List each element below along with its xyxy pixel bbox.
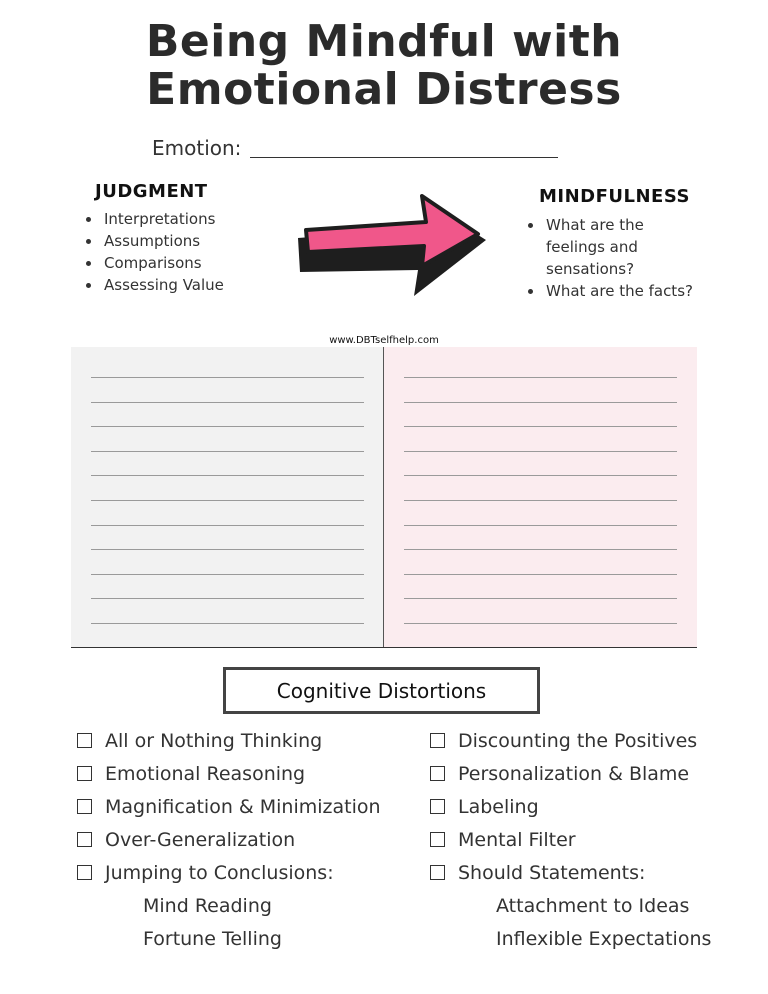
distortion-checkbox-item[interactable] bbox=[430, 729, 697, 753]
writing-line bbox=[91, 525, 364, 526]
title-line-1: Being Mindful with bbox=[145, 16, 623, 67]
writing-line bbox=[91, 598, 364, 599]
website-url: www.DBTselfhelp.com bbox=[329, 335, 439, 346]
checkbox-icon[interactable] bbox=[430, 865, 445, 880]
writing-area-baseline bbox=[71, 647, 697, 648]
distortion-label: Over-Generalization bbox=[105, 829, 296, 851]
right-arrow-icon bbox=[290, 190, 490, 300]
writing-line bbox=[404, 475, 677, 476]
writing-line bbox=[404, 402, 677, 403]
writing-line bbox=[91, 377, 364, 378]
distortion-checkbox-item[interactable] bbox=[77, 828, 295, 852]
judgment-heading: JUDGMENT bbox=[95, 181, 208, 202]
checkbox-icon[interactable] bbox=[430, 733, 445, 748]
distortion-checkbox-item[interactable] bbox=[430, 762, 689, 786]
distortion-label: All or Nothing Thinking bbox=[105, 730, 323, 752]
checkbox-icon[interactable] bbox=[430, 799, 445, 814]
writing-line bbox=[404, 598, 677, 599]
judgment-writing-area[interactable] bbox=[71, 347, 384, 648]
writing-line bbox=[91, 451, 364, 452]
writing-line bbox=[91, 574, 364, 575]
writing-line bbox=[404, 451, 677, 452]
judgment-list bbox=[82, 208, 224, 296]
checkbox-icon[interactable] bbox=[77, 865, 92, 880]
writing-line bbox=[91, 426, 364, 427]
checkbox-icon[interactable] bbox=[77, 733, 92, 748]
distortion-subitem: Mind Reading bbox=[143, 895, 272, 917]
checkbox-icon[interactable] bbox=[430, 832, 445, 847]
checkbox-icon[interactable] bbox=[77, 799, 92, 814]
judgment-item: Assessing Value bbox=[82, 274, 224, 296]
writing-line bbox=[91, 549, 364, 550]
checkbox-icon[interactable] bbox=[77, 766, 92, 781]
distortion-label: Jumping to Conclusions: bbox=[105, 862, 334, 884]
emotion-label: Emotion: bbox=[152, 136, 242, 160]
writing-line bbox=[404, 525, 677, 526]
judgment-item: Comparisons bbox=[82, 252, 224, 274]
distortion-label: Mental Filter bbox=[458, 829, 576, 851]
distortion-label: Personalization & Blame bbox=[458, 763, 690, 785]
writing-line bbox=[91, 475, 364, 476]
distortion-label: Magnification & Minimization bbox=[105, 796, 381, 818]
writing-line bbox=[91, 500, 364, 501]
judgment-item: Interpretations bbox=[82, 208, 224, 230]
distortion-checkbox-item[interactable] bbox=[430, 828, 576, 852]
checkbox-icon[interactable] bbox=[430, 766, 445, 781]
mindfulness-item: What are the facts? bbox=[524, 280, 694, 302]
distortion-subitem: Inflexible Expectations bbox=[496, 928, 712, 950]
distortion-checkbox-item[interactable] bbox=[77, 729, 322, 753]
mindfulness-writing-area[interactable] bbox=[384, 347, 697, 648]
distortion-checkbox-item[interactable] bbox=[430, 795, 539, 819]
writing-line bbox=[404, 623, 677, 624]
writing-line bbox=[404, 549, 677, 550]
page-title bbox=[0, 18, 768, 114]
mindfulness-list bbox=[524, 214, 694, 302]
writing-line bbox=[404, 574, 677, 575]
distortion-checkbox-item[interactable] bbox=[77, 795, 381, 819]
distortion-checkbox-item[interactable] bbox=[430, 861, 645, 885]
judgment-item: Assumptions bbox=[82, 230, 224, 252]
distortion-label: Labeling bbox=[458, 796, 539, 818]
distortion-checkbox-item[interactable] bbox=[77, 762, 305, 786]
mindfulness-item: What are the feelings and sensations? bbox=[524, 214, 694, 280]
writing-line bbox=[404, 500, 677, 501]
checkbox-icon[interactable] bbox=[77, 832, 92, 847]
distortion-subitem: Fortune Telling bbox=[143, 928, 282, 950]
writing-line bbox=[404, 426, 677, 427]
mindfulness-heading: MINDFULNESS bbox=[539, 186, 690, 207]
distortion-label: Discounting the Positives bbox=[458, 730, 698, 752]
distortion-subitem: Attachment to Ideas bbox=[496, 895, 690, 917]
writing-line bbox=[91, 623, 364, 624]
emotion-input-line[interactable] bbox=[250, 157, 558, 158]
title-line-2: Emotional Distress bbox=[146, 64, 622, 115]
distortion-checkbox-item[interactable] bbox=[77, 861, 334, 885]
distortion-label: Emotional Reasoning bbox=[105, 763, 306, 785]
writing-line bbox=[91, 402, 364, 403]
cognitive-distortions-heading: Cognitive Distortions bbox=[223, 667, 540, 714]
distortion-label: Should Statements: bbox=[458, 862, 646, 884]
writing-line bbox=[404, 377, 677, 378]
